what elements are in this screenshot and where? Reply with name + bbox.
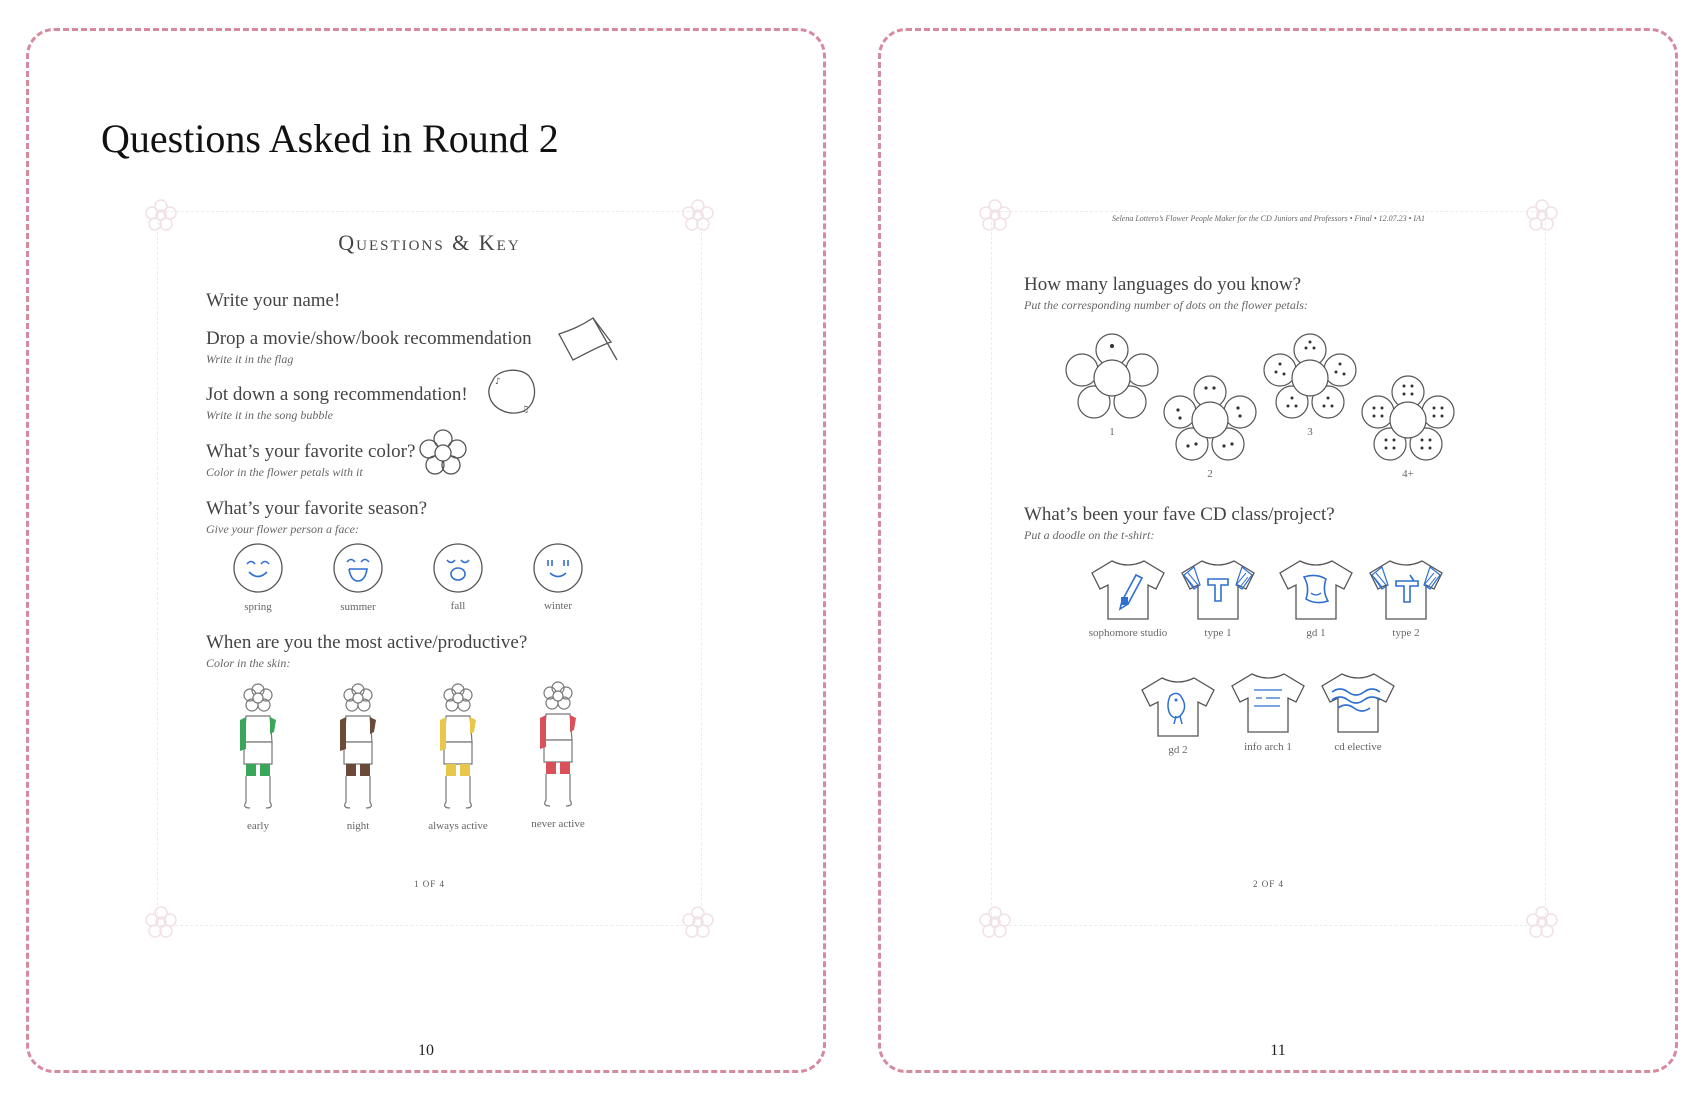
winter-face-icon bbox=[532, 542, 584, 594]
tshirt-letter-t-icon bbox=[1178, 557, 1258, 623]
sheet-heading: Questions & Key bbox=[338, 230, 521, 255]
project-label: gd 2 bbox=[1168, 744, 1188, 756]
instruction-active: Color in the skin: bbox=[206, 656, 291, 670]
instruction-song: Write it in the song bubble bbox=[206, 408, 333, 422]
questions-sheet-2 bbox=[991, 211, 1546, 926]
project-label: gd 1 bbox=[1306, 627, 1326, 639]
language-label: 2 bbox=[1207, 468, 1213, 480]
question-movie: Drop a movie/show/book recommendation bbox=[206, 328, 532, 349]
corner-flower-icon bbox=[978, 905, 1012, 939]
tshirt-waves-icon bbox=[1318, 670, 1398, 736]
tshirt-bird-icon bbox=[1138, 674, 1218, 740]
sheet-footer: 2 OF 4 bbox=[1252, 879, 1284, 889]
language-label: 3 bbox=[1307, 426, 1313, 438]
flower-two-dots-icon bbox=[1160, 374, 1260, 466]
question-active: When are you the most active/productive? bbox=[206, 632, 528, 653]
sheet-footer: 1 OF 4 bbox=[413, 879, 445, 889]
season-label: spring bbox=[244, 601, 272, 613]
season-label: winter bbox=[543, 600, 573, 612]
summer-face-icon bbox=[332, 542, 384, 594]
question-name: Write your name! bbox=[206, 290, 341, 311]
question-song: Jot down a song recommendation! bbox=[206, 384, 468, 405]
questions-sheet bbox=[157, 211, 702, 926]
corner-flower-icon bbox=[144, 198, 178, 232]
page-10 bbox=[26, 28, 826, 1073]
flower-one-dot-icon bbox=[1062, 332, 1162, 424]
instruction-movie: Write it in the flag bbox=[206, 352, 294, 366]
project-label: type 1 bbox=[1204, 627, 1232, 639]
question-color: What’s your favorite color? bbox=[206, 441, 416, 462]
sheet-header: Selena Lottero’s Flower People Maker for the CD Juniors and Professors • Final • 12.07.23 • IA1 bbox=[1112, 214, 1425, 223]
flower-person-early-icon bbox=[228, 682, 288, 812]
flag-icon bbox=[553, 312, 621, 368]
language-label: 1 bbox=[1109, 426, 1115, 438]
tshirt-pencil-icon bbox=[1088, 557, 1168, 623]
question-season: What’s your favorite season? bbox=[206, 498, 428, 519]
tshirt-smiley-icon bbox=[1276, 557, 1356, 623]
flower-three-dots-icon bbox=[1260, 332, 1360, 424]
project-label: info arch 1 bbox=[1244, 741, 1292, 753]
tshirt-letter-t-striped-icon bbox=[1366, 557, 1446, 623]
project-label: type 2 bbox=[1392, 627, 1420, 639]
flower-person-always-icon bbox=[428, 682, 488, 812]
language-label: 4+ bbox=[1402, 468, 1414, 480]
active-label: night bbox=[346, 820, 370, 832]
instruction-season: Give your flower person a face: bbox=[206, 522, 359, 536]
question-languages: How many languages do you know? bbox=[1024, 274, 1302, 295]
page-title: Questions Asked in Round 2 bbox=[101, 116, 559, 161]
project-label: sophomore studio bbox=[1088, 627, 1168, 639]
season-label: fall bbox=[450, 600, 466, 612]
corner-flower-icon bbox=[681, 905, 715, 939]
flower-person-never-icon bbox=[528, 680, 588, 810]
instruction-color: Color in the flower petals with it bbox=[206, 465, 363, 479]
flower-icon bbox=[418, 428, 468, 476]
page-number: 10 bbox=[418, 1042, 434, 1059]
flower-four-dots-icon bbox=[1358, 374, 1458, 466]
active-label: early bbox=[247, 820, 269, 832]
active-label: always active bbox=[428, 820, 488, 832]
page-number: 11 bbox=[1270, 1042, 1286, 1059]
fall-face-icon bbox=[432, 542, 484, 594]
page-11 bbox=[878, 28, 1678, 1073]
question-project: What’s been your fave CD class/project? bbox=[1024, 504, 1335, 525]
corner-flower-icon bbox=[681, 198, 715, 232]
spring-face-icon bbox=[232, 542, 284, 594]
tshirt-lines-icon bbox=[1228, 670, 1308, 736]
song-bubble-icon bbox=[483, 366, 539, 418]
svg-text:♪: ♪ bbox=[495, 377, 501, 387]
season-label: summer bbox=[340, 601, 376, 613]
instruction-languages: Put the corresponding number of dots on the flower petals: bbox=[1024, 298, 1308, 312]
project-label: cd elective bbox=[1334, 741, 1382, 753]
flower-person-night-icon bbox=[328, 682, 388, 812]
corner-flower-icon bbox=[1525, 905, 1559, 939]
svg-text:♫: ♫ bbox=[521, 405, 530, 415]
corner-flower-icon bbox=[144, 905, 178, 939]
instruction-project: Put a doodle on the t-shirt: bbox=[1024, 528, 1155, 542]
active-label: never active bbox=[531, 818, 585, 830]
